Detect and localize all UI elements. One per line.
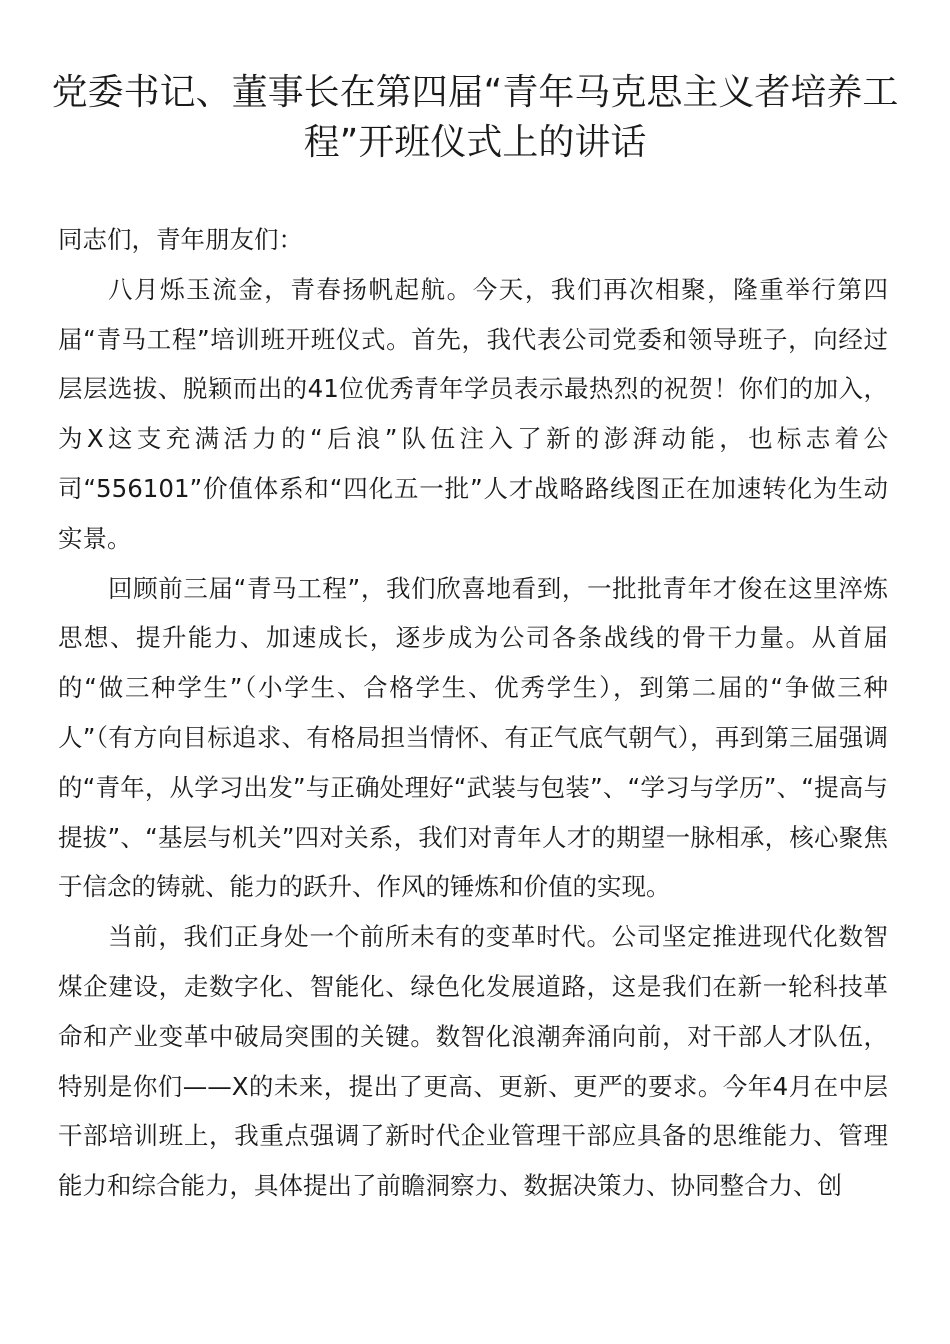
paragraph-3: 当前，我们正身处一个前所未有的变革时代。公司坚定推进现代化数智煤企建设，走数字化、智能化、绿色化发展道路，这是我们在新一轮科技革命和产业变革中破局突围的关键。数智化浪潮奔涌向前，对干部人才队伍，特别是你们——X的未来，提出了更高、更新、更严的要求。今年4月在中层干部培训班上，我重点强调了新时代企业管理干部应具备的思维能力、管理能力和综合能力，具体提出了前瞻洞察力、数据决策力、协同整合力、创 bbox=[58, 922, 888, 1201]
document-title: 党委书记、董事长在第四届“青年马克思主义者培养工程”开班仪式上的讲话 bbox=[51, 72, 899, 163]
document-body bbox=[58, 215, 888, 1211]
paragraph-2: 回顾前三届“青马工程”，我们欣喜地看到，一批批青年才俊在这里淬炼思想、提升能力、加速成长，逐步成为公司各条战线的骨干力量。从首届的“做三种学生”（小学生、合格学生、优秀学生），到第二届的“争做三种人”（有方向目标追求、有格局担当情怀、有正气底气朝气），再到第三届强调的“青年，从学习出发”与正确处理好“武装与包装”、“学习与学历”、“提高与提拔”、“基层与机关”四对关系，我们对青年人才的期望一脉相承，核心聚焦于信念的铸就、能力的跃升、作风的锤炼和价值的实现。 bbox=[58, 573, 888, 902]
greeting: 同志们，青年朋友们： bbox=[58, 225, 303, 254]
paragraph-1: 八月烁玉流金，青春扬帆起航。今天，我们再次相聚，隆重举行第四届“青马工程”培训班开班仪式。首先，我代表公司党委和领导班子，向经过层层选拔、脱颖而出的41位优秀青年学员表示最热烈的祝贺！你们的加入，为X这支充满活力的“后浪”队伍注入了新的澎湃动能，也标志着公司“556101”价值体系和“四化五一批”人才战略路线图正在加速转化为生动实景。 bbox=[58, 274, 888, 553]
